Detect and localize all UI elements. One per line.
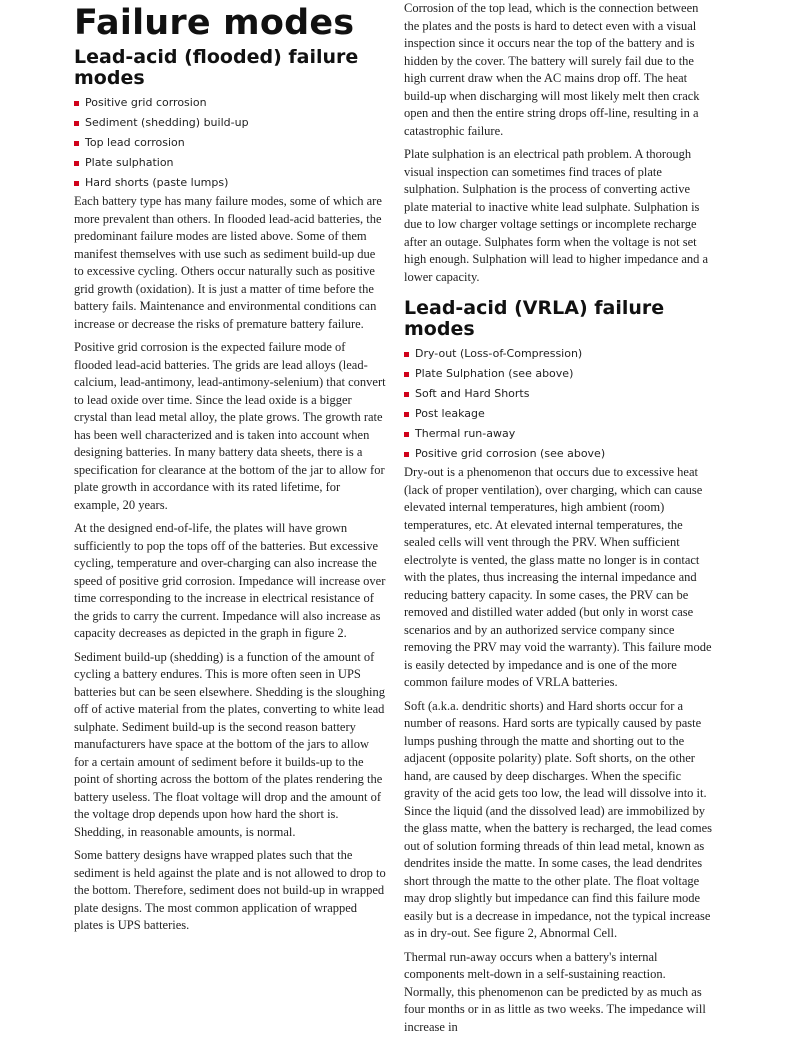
list-item-label: Positive grid corrosion (see above) [415,447,606,460]
list-item [74,153,386,173]
bullet-square-icon [404,392,409,397]
list-item-label: Dry-out (Loss-of-Compression) [415,347,583,360]
body-paragraph: Soft (a.k.a. dendritic shorts) and Hard shorts occur for a number of reasons. Hard sorts are typically caused by paste lumps pushing through the matte and shorting out to the adjacent (opposite polarity) plate. Soft shorts, on the other hand, are caused by deep discharges. When the specific gravity of the acid gets too low, the lead will dissolve into it. Since the liquid (and the dissolved lead) are immobilized by the glass matte, when the battery is recharged, the lead comes out of solution forming threads of thin lead metal, known as dendrites inside the matte. In some cases, the lead dendrites short through the matte to the other plate. The float voltage may drop slightly but impedance can find this failure mode easily but is a decrease in impedance, not the typical increase as in dry-out. See figure 2, Abnormal Cell. [404,698,712,940]
list-item-label: Plate Sulphation (see above) [415,367,574,380]
list-item-label: Soft and Hard Shorts [415,387,530,400]
bullet-square-icon [74,121,79,126]
page-title: Failure modes [74,3,355,43]
list-item [404,344,716,364]
list-item [404,404,716,424]
bullet-square-icon [74,101,79,106]
list-item [74,113,386,133]
body-paragraph: Sediment build-up (shedding) is a function of the amount of cycling a battery endures. This is more often seen in UPS batteries but can be seen elsewhere. Shedding is the sloughing off of active material from the plates, converting to white lead sulphate. Sediment build-up is the second reason battery manufacturers have space at the bottom of the jars to allow for a certain amount of sediment before it builds-up to the point of shorting across the bottom of the plates rendering the battery useless. The float voltage will drop and the amount of the voltage drop depends upon how hard the short is. Shedding, in reasonable amounts, is normal. [74,649,386,839]
list-item-label: Sediment (shedding) build-up [85,116,249,129]
vrla-heading: Lead-acid (VRLA) failure modes [404,297,665,340]
bullet-square-icon [404,452,409,457]
list-item-label: Top lead corrosion [85,136,185,149]
bullet-square-icon [74,161,79,166]
body-paragraph: Thermal run-away occurs when a battery's internal components melt-down in a self-sustaining reaction. Normally, this phenomenon can be predicted by as much as four months or in as little as two weeks. The impedance will increase in [404,949,706,1034]
right-column [404,0,716,1042]
flooded-heading: Lead-acid (flooded) failure modes [74,46,359,89]
bullet-square-icon [404,432,409,437]
list-item-label: Positive grid corrosion [85,96,207,109]
list-item-label: Thermal run-away [415,427,516,440]
left-column [74,0,386,941]
list-item [404,364,716,384]
body-paragraph: Some battery designs have wrapped plates such that the sediment is held against the plate and is not allowed to drop to the bottom. Therefore, sediment does not build-up in wrapped plate designs. The most common application of wrapped plates is UPS batteries. [74,848,386,932]
body-paragraph: At the designed end-of-life, the plates will have grown sufficiently to pop the tops off of the batteries. But excessive cycling, temperature and over-charging can also increase the speed of positive grid corrosion. Impedance will increase over time corresponding to the increase in electrical resistance of the grids to carry the current. Impedance will also increase as capacity decreases as depicted in the graph in figure 2. [74,521,386,640]
list-item [404,444,716,464]
bullet-square-icon [404,352,409,357]
vrla-failure-list [404,344,716,464]
bullet-square-icon [404,372,409,377]
list-item-label: Hard shorts (paste lumps) [85,176,229,189]
body-paragraph: Plate sulphation is an electrical path problem. A thorough visual inspection can sometimes find traces of plate sulphation. Sulphation is the process of converting active plate material to inactive white lead sulphate. Sulphation is due to low charger voltage settings or incomplete recharge after an outage. Sulphates form when the voltage is not set high enough. Sulphation will lead to higher impedance and a lower capacity. [404,147,709,284]
list-item-label: Post leakage [415,407,485,420]
list-item [74,93,386,113]
body-paragraph: Corrosion of the top lead, which is the connection between the plates and the posts is hard to detect even with a visual inspection since it occurs near the top of the battery and is hidden by the cover. The battery will surely fail due to the high current draw when the AC mains drop off. The heat build-up when discharging will most likely melt then crack open and then the entire string drops off-line, resulting in a catastrophic failure. [404,1,700,138]
bullet-square-icon [404,412,409,417]
list-item [74,173,386,193]
bullet-square-icon [74,181,79,186]
body-paragraph: Dry-out is a phenomenon that occurs due to excessive heat (lack of proper ventilation), over charging, which can cause elevated internal temperatures, high ambient (room) temperatures, etc. At elevated internal temperatures, the sealed cells will vent through the PRV. When sufficient electrolyte is vented, the glass matte no longer is in contact with the plates, thus increasing the internal impedance and reducing battery capacity. In some cases, the PRV can be removed and distilled water added (but only in worst case scenarios and by an authorized service company since removing the PRV may void the warranty). This failure mode is easily detected by impedance and is one of the more common failure modes of VRLA batteries. [404,465,712,689]
list-item [404,384,716,404]
flooded-failure-list [74,93,386,193]
body-paragraph: Positive grid corrosion is the expected failure mode of flooded lead-acid batteries. The grids are lead alloys (lead-calcium, lead-antimony, lead-antimony-selenium) that convert to lead oxide over time. Since the lead oxide is a bigger crystal than lead metal alloy, the plate grows. The growth rate has been well characterized and is taken into account when designing batteries. In many battery data sheets, there is a specification for clearance at the bottom of the jar to allow for plate growth in accordance with its rated lifetime, for example, 20 years. [74,340,386,512]
list-item [404,424,716,444]
list-item-label: Plate sulphation [85,156,174,169]
bullet-square-icon [74,141,79,146]
body-paragraph: Each battery type has many failure modes, some of which are more prevalent than others. In flooded lead-acid batteries, the predominant failure modes are listed above. Some of them manifest themselves with use such as sediment build-up due to excessive cycling. Others occur naturally such as positive grid growth (oxidation). It is just a matter of time before the battery fails. Maintenance and environmental conditions can increase or decrease the risks of premature battery failure. [74,194,382,331]
list-item [74,133,386,153]
